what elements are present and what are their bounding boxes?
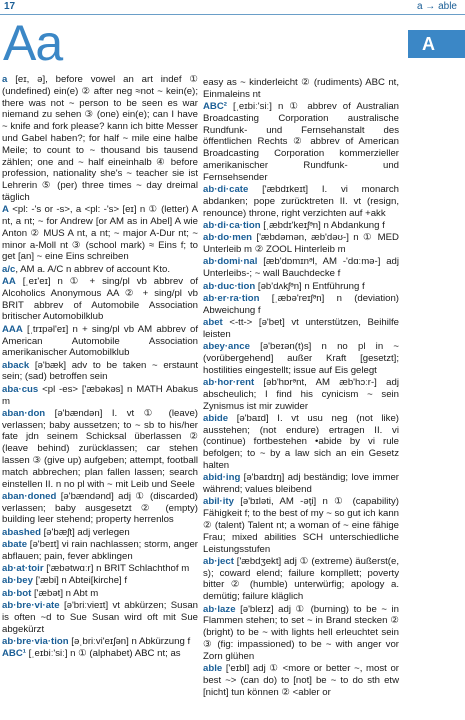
entry-body: [æb'dɒmɪnᵊl, AM -'dɑːmə-] adj Unterleibs-; ~ wall Bauchdecke f [203, 256, 399, 280]
headword: AA [2, 276, 16, 288]
entry-body: <pl -es> ['æbəkəs] n MATH Abakus m [2, 383, 198, 407]
entry-body: [ˌeɪbiː'siː] n ① abbrev of Australian Broadcasting Corporation australische Rundfunk- und Fernsehanstalt des öffentlichen Rechts ② abbrev of American Broadcasting Corporation kommerzieller amerikanischer Rundfunk- und Fernsehsender [203, 101, 399, 183]
entry-body: [əb'dʌkʃᵊn] n Entführung f [255, 280, 365, 292]
right-entry [203, 556, 399, 603]
left-entry [2, 384, 198, 408]
right-column [203, 77, 399, 699]
entry-body: , AM a. A/C n abbrev of account Kto. [15, 263, 170, 275]
headword: aback [2, 359, 30, 371]
right-entry [203, 256, 399, 280]
page-number: 17 [4, 1, 16, 12]
entry-body: <pl: -'s or -s>, a <pl: -'s> [eɪ] n ① (letter) A nt, a nt; ~ for Andrew [or AM as in Abel] A wie Anton ② MUS A nt, a nt; ~ major A-Dur nt; ~ minor a-Moll nt ③ (school mark) ≈ Eins f; to get [an] ~ eine Eins schreiben [2, 204, 198, 263]
left-entry [2, 636, 198, 648]
headword: ab·hor·rent [203, 376, 255, 388]
left-entry [2, 408, 198, 491]
entry-body: ['æbi] n Abtei[kirche] f [32, 575, 128, 587]
left-entry [2, 527, 198, 539]
headword: abil·ity [203, 496, 234, 508]
left-entry [2, 491, 198, 526]
right-entry [203, 101, 399, 184]
headword: AAA [2, 323, 23, 335]
entry-body: [ə'bæk] adv to be taken ~ erstaunt sein; (sad) betroffen sein [2, 359, 198, 383]
left-entry [2, 360, 198, 384]
right-entry [203, 341, 399, 376]
right-entry [203, 317, 399, 341]
right-entry [203, 377, 399, 412]
headword: ABC² [203, 101, 227, 113]
entry-body: <-tt-> [ə'bet] vt unterstützen, Beihilfe leisten [203, 316, 399, 340]
left-entry [2, 588, 198, 600]
entry-body: [ə'baɪd] I. vt usu neg (not like) ausstehen; (not endure) ertragen II. vi (continue) fortbestehen •abide by vi rule befolgen; to ~ by a law sich an ein Gesetz halten [203, 412, 399, 471]
headword: ab·do·men [203, 232, 253, 244]
entry-body: [ˌeɪ'eɪ] n ① + sing/pl vb abbrev of Alcoholics Anonymous AA ② + sing/pl vb BRIT abbrev of Automobile Association britischer Automobilklub [2, 276, 198, 323]
entry-body: [ə'beɪən(t)s] n no pl in ~ (vorübergehend] außer Kraft [gesetzt]; hostilities eingestellt; issue auf Eis gelegt [203, 341, 399, 376]
big-letters: Aa [3, 15, 63, 71]
header-rule [0, 14, 465, 15]
headword: ab·ject [203, 555, 234, 567]
headword: a [2, 74, 8, 85]
headword: a/c [2, 263, 16, 275]
left-entry [2, 264, 198, 276]
entry-body: [ˌtrɪpəl'eɪ] n + sing/pl vb AM abbrev of American Automobile Association amerikanischer Automobilklub [2, 323, 198, 359]
headword: abide [203, 412, 229, 424]
left-entry [2, 563, 198, 575]
entry-body: ['æbət] n Abt m [31, 587, 99, 599]
headword: abid·ing [203, 472, 241, 484]
left-entry [2, 276, 198, 323]
headword: abey·ance [203, 341, 250, 353]
entry-body: [eɪ, ə], before vowel an art indef ① (undefined) ein(e) ② after neg ≈not ~ kein(e); there was not ~ person to be seen es war niemand zu sehen ③ (one) ein(e); can I have ~ knife and fork please? kann ich bitte Messer und Gabel haben?; for half ~ mile eine halbe Meile; to count to ~ thousand bis tausend zählen; one and ~ half eineinhalb ④ before profession, nationality she's ~ teacher sie ist Lehrerin ⑤ (per) three times ~ day dreimal täglich [2, 74, 198, 203]
headword: ab·at·toir [2, 563, 44, 575]
entry-body: [ə'bɪləti, AM -əţi] n ① (capability) Fähigkeit f; to the best of my ~ so gut ich kann ② (talent) Talent nt; a woman of ~ eine fähige Frau; mixed abilities SCH unterschiedliche Leistungsstufen [203, 496, 399, 555]
entry-body: [ə'baɪdɪŋ] adj beständig; love immer während; values bleibend [203, 472, 399, 496]
headword: aban·doned [2, 490, 57, 502]
entry-body: [ə'bændən] I. vt ① (leave) verlassen; baby aussetzen; to ~ sb to his/her fate jdn seinem Schicksal überlassen ② (leave behind) zurücklassen; car stehen lassen ③ (give up) aufgeben; attempt, football match abbrechen; plan fallen lassen; search einstellen II. n no pl with ~ mit Leib und Seele [2, 407, 198, 490]
left-entry [2, 648, 198, 660]
headword: ab·bot [2, 587, 32, 599]
left-entry [2, 324, 198, 359]
headword: ab·duc·tion [203, 280, 256, 292]
entry-body: [ə'beɪt] vi rain nachlassen; storm, anger abflauen; pain, fever abklingen [2, 539, 198, 562]
headword: ab·di·ca·tion [203, 220, 261, 232]
headword: abet [203, 316, 223, 328]
left-entry [2, 600, 198, 635]
right-entry [203, 281, 399, 293]
headword: ab·bey [2, 575, 33, 587]
right-entry [203, 496, 399, 555]
left-entry [2, 74, 198, 204]
right-entry [203, 293, 399, 317]
left-entry [2, 204, 198, 263]
headword: aba·cus [2, 383, 39, 395]
entry-body: ['eɪbl] adj ① <more or better ~, most or best ~> (can do) to [not] be ~ to do sth etw [nicht] tun können ② <abler or [203, 663, 399, 698]
entry-body: [əˌbriːvi'eɪʃən] n Abkürzung f [68, 635, 191, 647]
left-column [2, 74, 198, 661]
headword: ab·di·cate [203, 184, 249, 196]
left-entry [2, 575, 198, 587]
entry-body: [ə'bleɪz] adj ① (burning) to be ~ in Flammen stehen; to set ~ in Brand stecken ② (bright) to be ~ with lights hell erleuchtet sein ③ (fig: impassioned) to be ~ with anger vor Zorn glühen [203, 603, 399, 662]
right-entry [203, 472, 399, 496]
headword: ABC¹ [2, 648, 26, 660]
entry-body: [ə'briːvieɪt] vt abkürzen; Susan is often ~d to Sue Susan wird oft mit Sue abgekürzt [2, 600, 198, 635]
headword: abashed [2, 526, 41, 538]
entry-body: ['æbdʒekt] adj ① (extreme) äußerst(e, s); coward elend; failure kompllett; poverty bitter ② (humble) unterwürfig; apology a. demütig; failure kläglich [203, 555, 399, 603]
entry-body: [əb'hɒrᵊnt, AM æb'hɔːr-] adj abscheulich; I find his cynicism ~ sein Zynismus ist mir zuwider [203, 376, 399, 412]
right-entry [203, 413, 399, 472]
headword: ab·domi·nal [203, 256, 258, 268]
headword: aban·don [2, 407, 46, 419]
entry-body: [ˌæbə'reɪʃᵊn] n (deviation) Abweichung f [203, 292, 399, 316]
right-entry [203, 220, 399, 232]
entry-body: [ə'bæʃt] adj verlegen [40, 526, 130, 538]
headword: A [2, 204, 9, 216]
right-entry [203, 232, 399, 256]
entry-body: ['æbdəmən, æb'dəʊ-] n ① MED Unterleib m ② ZOOL Hinterleib m [203, 232, 399, 256]
headword: ab·bre·via·tion [2, 635, 69, 647]
headword: ab·bre·vi·ate [2, 600, 60, 612]
headword: able [203, 663, 223, 675]
headword: ab·er·ra·tion [203, 292, 260, 304]
right-entry [203, 77, 399, 101]
entry-body: ['æbətwɑːr] n BRIT Schlachthof m [43, 563, 190, 575]
right-entry [203, 184, 399, 219]
left-entry [2, 539, 198, 563]
headword: abate [2, 539, 28, 551]
entry-body: easy as ~ kinderleicht ② (rudiments) ABC nt, Einmaleins nt [203, 77, 399, 100]
entry-body: [ˌæbdɪ'keɪʃᵊn] n Abdankung f [260, 220, 385, 232]
running-head: a → able [416, 1, 457, 12]
entry-body: ['æbdɪkeɪt] I. vi monarch abdanken; pope zurücktreten II. vt (resign, renounce) throne, right verzichten auf +akk [203, 184, 399, 219]
headword: ab·laze [203, 603, 236, 615]
entry-body: [ə'bændənd] adj ① (discarded) verlassen; baby ausgesetzt ② (empty) building leer stehend; property herrenlos [2, 490, 198, 526]
right-entry [203, 604, 399, 663]
section-tab: A [408, 30, 465, 58]
right-entry [203, 663, 399, 698]
entry-body: [ˌeɪbiː'siː] n ① (alphabet) ABC nt; as [25, 648, 181, 660]
